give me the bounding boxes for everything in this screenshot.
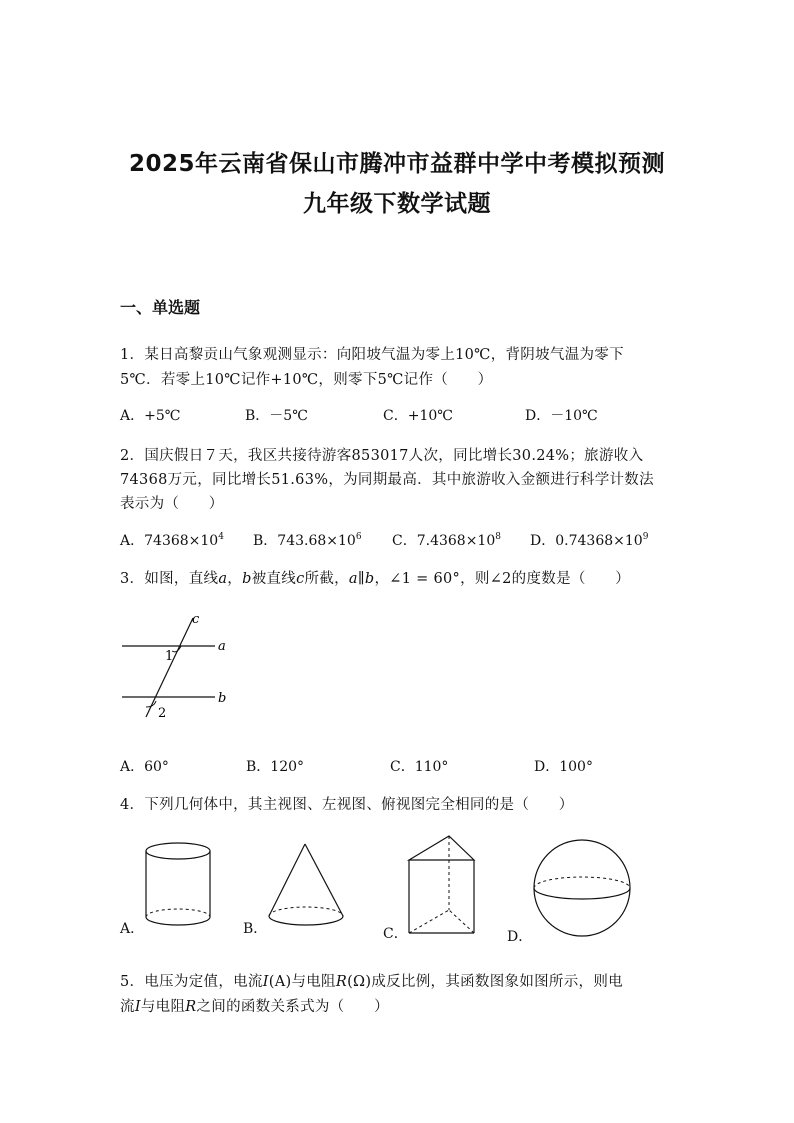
q3-option-b[interactable]: B．120° xyxy=(246,759,305,775)
label-c: c xyxy=(192,612,200,627)
q3-option-c[interactable]: C．110° xyxy=(390,759,449,775)
exam-title-line1: 2025年云南省保山市腾冲市益群中学中考模拟预测 xyxy=(128,151,665,177)
q4-option-d[interactable]: D． xyxy=(507,929,533,945)
section-heading-single-choice: 一、单选题 xyxy=(120,298,201,317)
label-angle-2: 2 xyxy=(158,706,167,721)
q2-option-d[interactable]: D．$0.74368\times 10^9$ xyxy=(530,532,649,549)
q2-stem-line1: 2．国庆假日７天，我区共接待游客853017人次，同比增长30.24%；旅游收入 xyxy=(120,448,644,464)
sphere-figure xyxy=(530,836,634,940)
q1-option-a[interactable]: A．+5℃ xyxy=(120,408,181,424)
q4-stem: 4．下列几何体中，其主视图、左视图、俯视图完全相同的是（ ） xyxy=(120,797,574,813)
q1-stem-line2: 5℃．若零上10℃记作+10℃，则零下5℃记作（ ） xyxy=(120,372,493,388)
exam-title-line2: 九年级下数学试题 xyxy=(303,191,491,217)
q3-option-a[interactable]: A．60° xyxy=(120,759,169,775)
cone-figure xyxy=(263,840,353,930)
angle-2-arc xyxy=(146,701,156,707)
q3-option-d[interactable]: D．100° xyxy=(534,759,593,775)
q2-option-c[interactable]: C．$7.4368\times 10^8$ xyxy=(392,532,501,549)
q5-stem-line2: 流I与电阻R之间的函数关系式为（ ） xyxy=(120,999,389,1015)
q3-parallel-lines-figure xyxy=(110,610,250,725)
line-c xyxy=(146,618,193,717)
q4-option-b[interactable]: B． xyxy=(243,921,268,937)
q2-stem-line2: 74368万元，同比增长51.63%，为同期最高．其中旅游收入金额进行科学计数法 xyxy=(120,472,654,488)
label-a: a xyxy=(218,639,226,654)
cylinder-figure xyxy=(138,835,218,935)
label-angle-1: 1 xyxy=(165,649,174,664)
q1-option-d[interactable]: D．－10℃ xyxy=(525,408,598,424)
q2-option-b[interactable]: B．$743.68\times 10^6$ xyxy=(253,532,362,549)
q2-stem-line3: 表示为（ ） xyxy=(120,496,224,512)
q1-option-b[interactable]: B．－5℃ xyxy=(245,408,308,424)
q1-stem-line1: 1．某日高黎贡山气象观测显示：向阳坡气温为零上10℃，背阴坡气温为零下 xyxy=(120,347,624,363)
triangular-prism-figure xyxy=(400,830,485,940)
label-b: b xyxy=(218,691,227,706)
q4-option-c[interactable]: C． xyxy=(383,926,408,942)
q5-stem-line1: 5．电压为定值，电流I(A)与电阻R(Ω)成反比例，其函数图象如图所示，则电 xyxy=(120,974,623,990)
q1-option-c[interactable]: C．+10℃ xyxy=(383,408,453,424)
q4-option-a[interactable]: A． xyxy=(120,921,145,937)
q3-stem: 3．如图，直线a，b被直线c所截，a∥b，∠1 = 60°，则∠2的度数是（ ） xyxy=(120,571,631,587)
q2-option-a[interactable]: A．$74368\times 10^4$ xyxy=(120,532,224,549)
